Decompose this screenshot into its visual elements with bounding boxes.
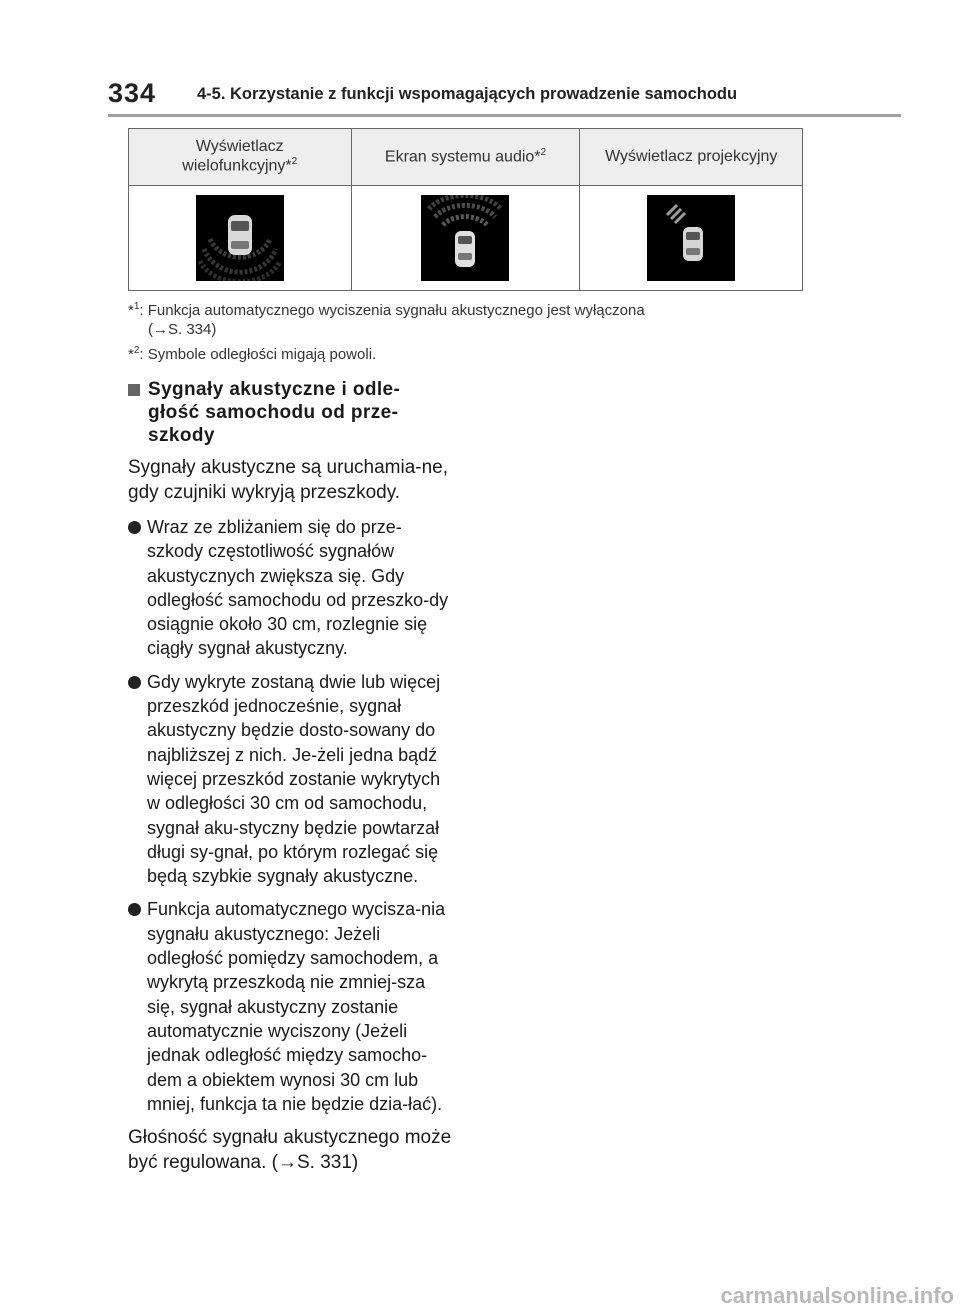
header-head-up-display: Wyświetlacz projekcyjny [580, 129, 803, 186]
watermark: carmanualsonline.info [720, 1283, 954, 1308]
bullet-dot-icon [128, 676, 141, 689]
bullet-item: Wraz ze zbliżaniem się do prze-szkody częstotliwość sygnałów akustycznych zwiększa się. Gdy odległość samochodu od przeszko-dy osiągnie około 30 cm, rozlegnie się ciągły sygnał akustyczny. [128, 515, 468, 661]
footnote-1: *$^1$: Funkcja automatycznego wyciszenia sygnału akustycznego jest wyłączona (→S. 334) [128, 301, 645, 338]
footnote-2: *$^2$: Symbole odległości migają powoli. [128, 345, 377, 363]
cell-multi-display-image [129, 186, 352, 291]
main-content [128, 378, 468, 1175]
bullet-item: Funkcja automatycznego wycisza-nia sygnału akustycznego: Jeżeli odległość pomiędzy samochodem, a wykrytą przeszkodą nie zmniej-sza się, sygnał akustyczny zostanie automatycznie wyciszony (Jeżeli jednak odległość między samocho-dem a obiektem wynosi 30 cm lub mniej, funkcja ta nie będzie dzia-łać). [128, 897, 468, 1116]
table-header-row [129, 129, 803, 186]
footnote-1-ref: (→S. 334) [148, 321, 217, 338]
header-audio-screen: Ekran systemu audio*$^2$ [351, 129, 580, 186]
header-multi-display: Wyświetlacz wielofunkcyjny*$^2$ [129, 129, 352, 186]
outro-paragraph: Głośność sygnału akustycznego może być regulowana. (→S. 331) [128, 1127, 452, 1174]
bullet-dot-icon [128, 521, 141, 534]
bullet-item: Gdy wykryte zostaną dwie lub więcej przeszkód jednocześnie, sygnał akustyczny będzie dosto-sowany do najbliższej z nich. Je-żeli jedna bądź więcej przeszkód zostanie wykrytych w odległości 30 cm od samochodu, sygnał aku-styczny będzie powtarzał długi sy-gnał, po którym rozlegać się będą szybkie sygnały akustyczne. [128, 670, 468, 889]
section-title: 4-5. Korzystanie z funkcji wspomagających prowadzenie samochodu [197, 85, 738, 103]
table-image-row [129, 186, 803, 291]
audio-screen-car-icon [421, 195, 509, 281]
intro-paragraph: Sygnały akustyczne są uruchamia-ne, gdy czujniki wykryją przeszkody. [128, 457, 448, 503]
cell-audio-screen-image [351, 186, 580, 291]
head-up-display-car-icon [647, 195, 735, 281]
bullet-dot-icon [128, 903, 141, 916]
subsection-heading: Sygnały akustyczne i odle-głość samochodu od prze-szkody [128, 378, 468, 447]
page-number: 334 [108, 78, 157, 108]
display-comparison-table [128, 128, 803, 291]
header-rule [108, 114, 901, 117]
multi-display-car-icon [196, 195, 284, 281]
cell-head-up-display-image [580, 186, 803, 291]
square-bullet-icon [128, 384, 140, 396]
